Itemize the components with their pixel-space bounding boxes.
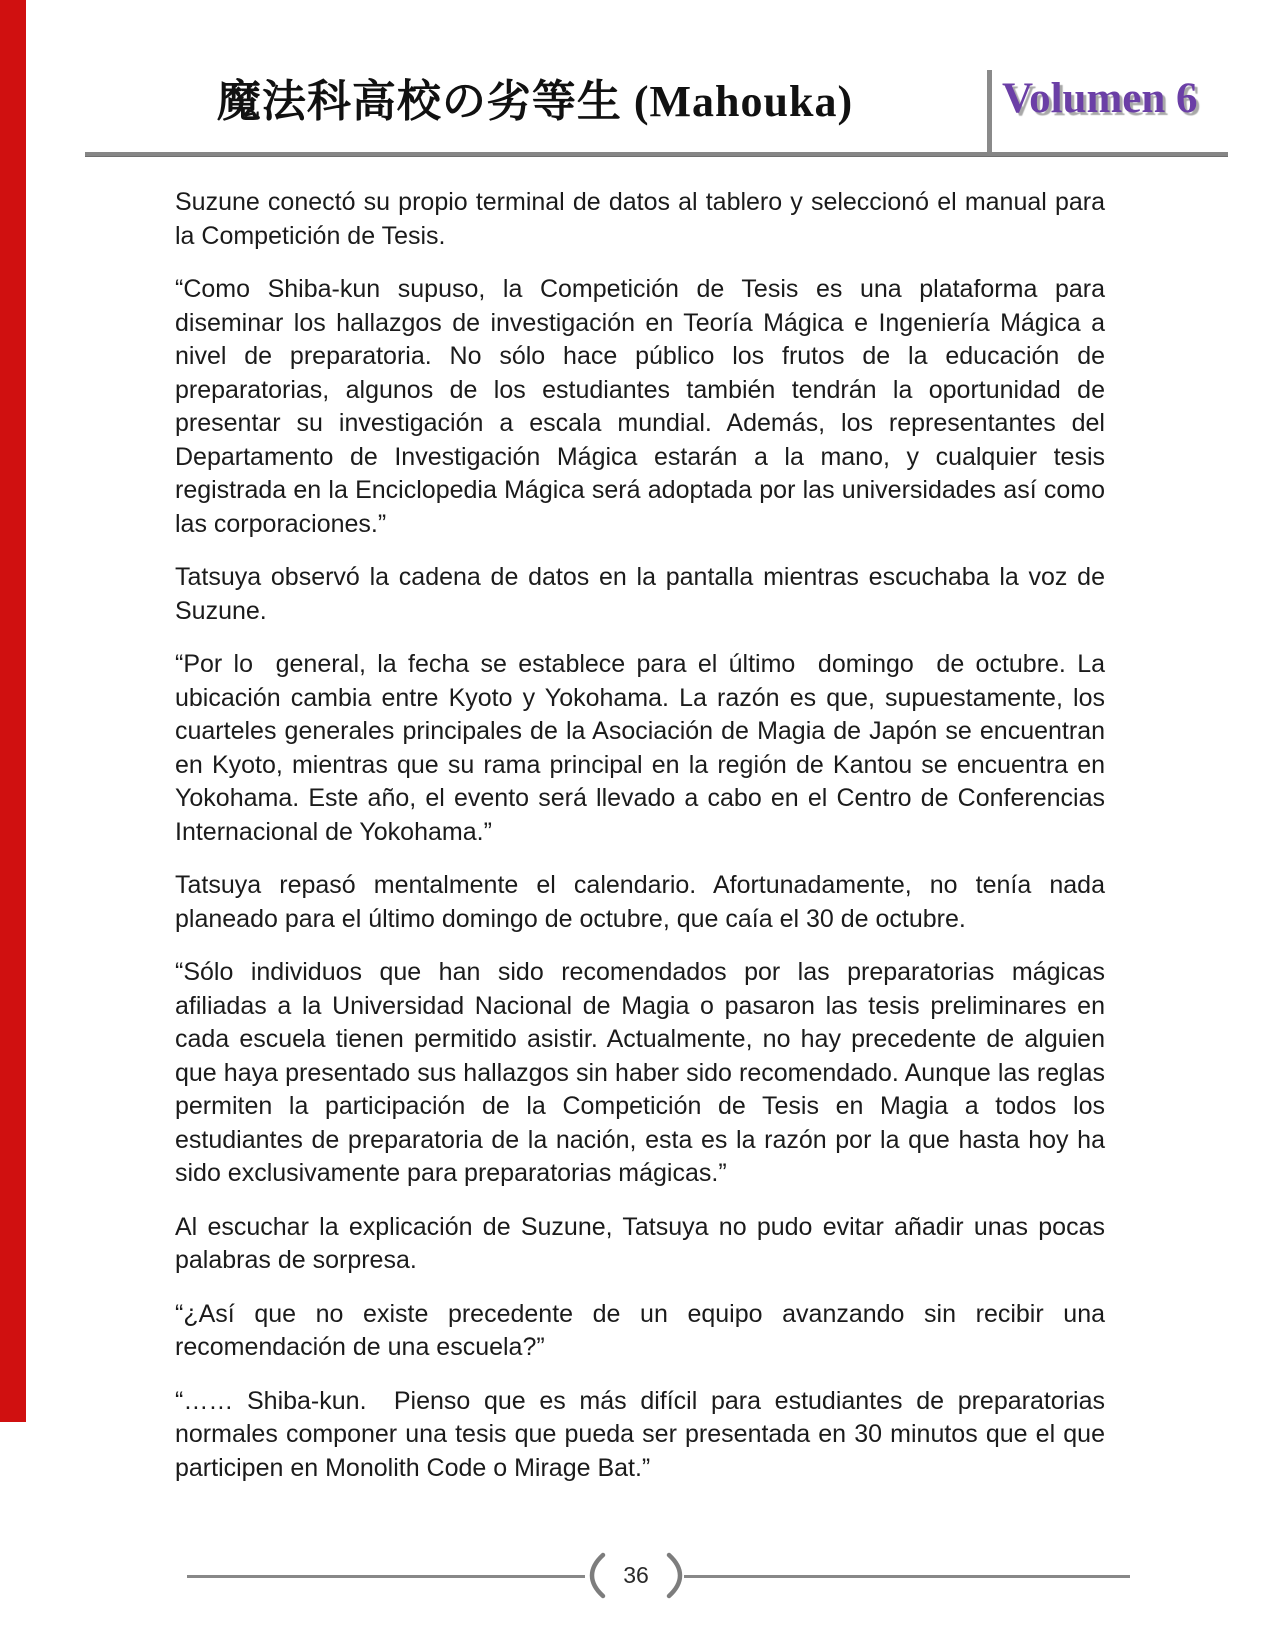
story-paragraph: Tatsuya observó la cadena de datos en la pantalla mientras escuchaba la voz de Suzune. (175, 563, 1105, 625)
story-paragraph: Suzune conectó su propio terminal de datos al tablero y seleccionó el manual para la Competición de Tesis. (175, 188, 1105, 250)
right-brace-icon (664, 1552, 686, 1599)
story-paragraph: “Sólo individuos que han sido recomendados por las preparatorias mágicas afiliadas a la Universidad Nacional de Magia o pasaron las tesis preliminares en cada escuela tienen permitido asistir. Actualmente, no hay precedente de alguien que haya presentado sus hallazgos sin haber sido recomendado. Aunque las reglas permiten la participación de la Competición de Tesis en Magia a todos los estudiantes de preparatoria de la nación, esta es la razón por la que hasta hoy ha sido exclusivamente para preparatorias mágicas.” (175, 958, 1105, 1187)
story-paragraph: “¿Así que no existe precedente de un equipo avanzando sin recibir una recomendación de una escuela?” (175, 1299, 1105, 1361)
header-vertical-divider (987, 70, 992, 157)
volume-label: Volumen 6 (1002, 75, 1198, 122)
story-paragraph: “Por lo general, la fecha se establece para el último domingo de octubre. La ubicación cambia entre Kyoto y Yokohama. La razón es que, supuestamente, los cuarteles generales principales de la Asociación de Magia de Japón se encuentran en Kyoto, mientras que su rama principal en la región de Kantou se encuentra en Yokohama. Este año, el evento será llevado a cabo en el Centro de Conferencias Internacional de Yokohama.” (175, 650, 1105, 846)
story-paragraph: “Como Shiba-kun supuso, la Competición de Tesis es una plataforma para diseminar los hallazgos de investigación en Teoría Mágica e Ingeniería Mágica a nivel de preparatoria. No sólo hace público los frutos de la educación de preparatorias, algunos de los estudiantes también tendrán la oportunidad de presentar su investigación a escala mundial. Además, los representantes del Departamento de Investigación Mágica estarán a la mano, y cualquier tesis registrada en la Enciclopedia Mágica será adoptada por las universidades así como las corporaciones.” (175, 275, 1105, 538)
footer-rule-left (187, 1575, 585, 1578)
story-paragraph: Tatsuya repasó mentalmente el calendario. Afortunadamente, no tenía nada planeado para el último domingo de octubre, que caía el 30 de octubre. (175, 871, 1105, 933)
footer-rule-right (684, 1575, 1130, 1578)
page-number: 36 (623, 1562, 649, 1588)
story-text (175, 186, 1105, 1505)
header-rule (85, 152, 1228, 157)
left-brace-icon (586, 1552, 608, 1599)
story-paragraph: Al escuchar la explicación de Suzune, Tatsuya no pudo evitar añadir unas pocas palabras de sorpresa. (175, 1212, 1105, 1274)
book-title: 魔法科高校の劣等生 (Mahouka) (216, 77, 854, 126)
red-margin-bar (0, 0, 26, 1422)
story-paragraph: “…… Shiba-kun. Pienso que es más difícil para estudiantes de preparatorias normales componer una tesis que pueda ser presentada en 30 minutos que el que participen en Monolith Code o Mirage Bat.” (175, 1386, 1105, 1482)
